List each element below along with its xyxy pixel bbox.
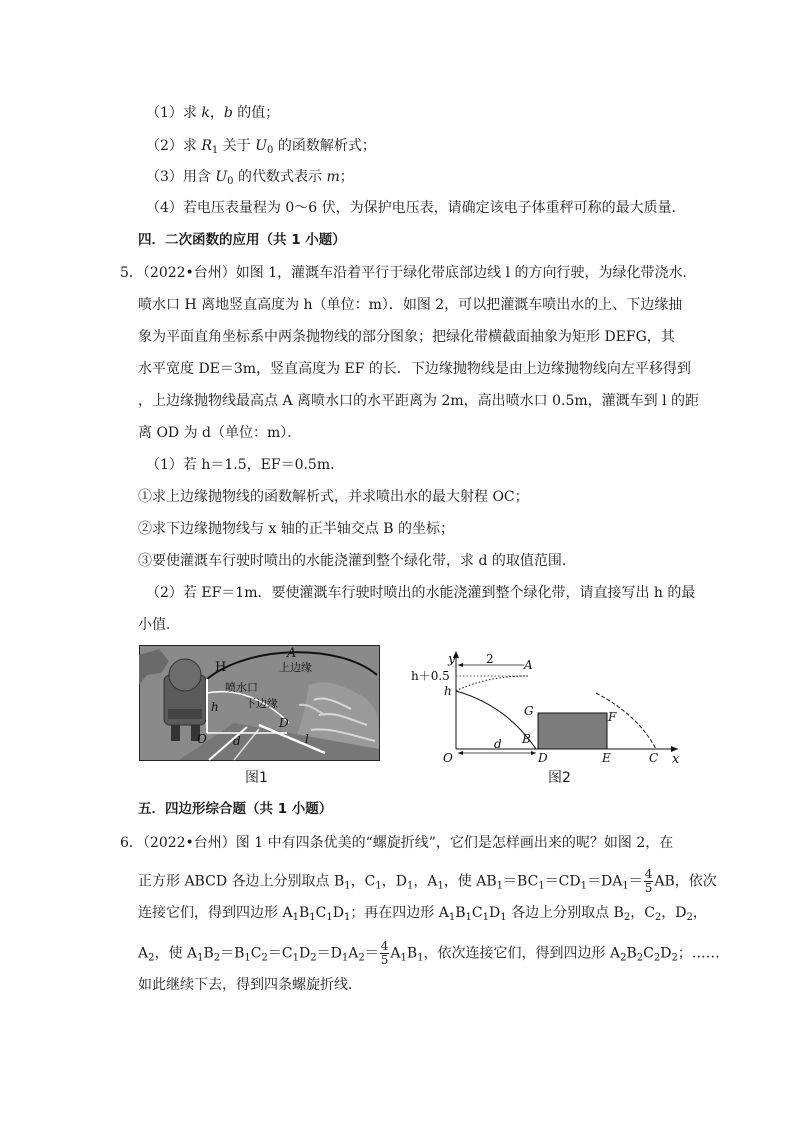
fig2-label-A: A bbox=[524, 658, 533, 672]
fig1-label-A: A bbox=[287, 646, 297, 661]
fig1-label-d: d bbox=[233, 734, 241, 748]
q4-part-2: （2）求 $R_1$ 关于 $U_0$ 的函数解析式； bbox=[146, 138, 376, 156]
q4-part-4: （4）若电压表量程为 0～6 伏，为保护电压表，请确定该电子体重秤可称的最大质量． bbox=[146, 200, 686, 216]
fig2-label-2: 2 bbox=[486, 652, 494, 666]
fig2-label-x: x bbox=[672, 752, 680, 765]
fig1-label-h: h bbox=[211, 700, 219, 714]
q5-sub-1a: ①求上边缘抛物线的函数解析式，并求喷出水的最大射程 OC； bbox=[138, 489, 529, 505]
q4-part-3: （3）用含 $U_0$ 的代数式表示 m； bbox=[146, 169, 354, 187]
fig2-label-E: E bbox=[602, 751, 611, 765]
fig2-label-y: y bbox=[448, 652, 456, 667]
fig2-label-C: C bbox=[649, 751, 659, 765]
fig1-label-nozzle: 喷水口 bbox=[225, 681, 258, 694]
q5-line-6: 离 OD 为 d（单位：m）． bbox=[138, 425, 302, 441]
q4-part-1: （1）求 k，b 的值； bbox=[146, 105, 280, 121]
fraction-4-5: $\frac{4}{5}$ bbox=[644, 867, 653, 895]
q6-line-1: 6．（2022•台州）图 1 中有四条优美的“螺旋折线”，它们是怎样画出来的呢？如图 2，在 bbox=[120, 835, 674, 851]
q5-sub-2b: 小值． bbox=[138, 617, 180, 633]
fig1-label-O: O bbox=[197, 732, 207, 746]
q6-line-2: 正方形 ABCD 各边上分别取点 $B_1$，$C_1$，$D_1$，$A_1$，使 $AB_1=BC_1=CD_1=DA_1=$ $\frac{4}{5}$ AB，依次 bbox=[138, 867, 717, 895]
q5-line-2: 喷水口 H 离地竖直高度为 h（单位：m）．如图 2，可以把灌溉车喷出水的上、下边缘抽 bbox=[138, 297, 683, 313]
fig1-label-upper: 上边缘 bbox=[279, 661, 312, 674]
section-4-heading: 四．二次函数的应用（共 1 小题） bbox=[138, 232, 346, 248]
figure-2-caption: 图2 bbox=[548, 770, 571, 786]
fig2-label-B: B bbox=[522, 732, 531, 746]
q5-line-5: ，上边缘抛物线最高点 A 离喷水口的水平距离为 2m，高出喷水口 0.5m，灌溉车到 l 的距 bbox=[138, 393, 700, 409]
q5-sub-2a: （2）若 EF＝1m．要使灌溉车行驶时喷出的水能浇灌到整个绿化带，请直接写出 h 的最 bbox=[146, 585, 696, 601]
fig1-label-l: l bbox=[305, 732, 309, 746]
q5-line-1: 5．（2022•台州）如图 1，灌溉车沿着平行于绿化带底部边线 l 的方向行驶，为绿化带浇水． bbox=[120, 265, 697, 281]
fig1-label-lower: 下边缘 bbox=[245, 697, 278, 710]
fig1-label-H: H bbox=[215, 660, 227, 675]
q5-sub-1b: ②求下边缘抛物线与 x 轴的正半轴交点 B 的坐标； bbox=[138, 521, 454, 537]
fraction-4-5-b: $\frac{4}{5}$ bbox=[380, 939, 389, 967]
fig2-label-h05: h＋0.5 bbox=[411, 669, 450, 683]
figure-1-photo bbox=[139, 645, 380, 761]
fig2-label-G: G bbox=[524, 704, 534, 718]
fig1-label-D: D bbox=[279, 716, 289, 730]
q5-line-3: 象为平面直角坐标系中两条抛物线的部分图象；把绿化带横截面抽象为矩形 DEFG，其 bbox=[138, 329, 675, 345]
figure-2-diagram bbox=[406, 645, 686, 765]
fig2-label-F: F bbox=[608, 710, 617, 724]
q6-line-5: 如此继续下去，得到四条螺旋折线． bbox=[138, 977, 362, 993]
section-5-heading: 五．四边形综合题（共 1 小题） bbox=[138, 801, 333, 817]
q5-sub-1c: ③要使灌溉车行驶时喷出的水能浇灌到整个绿化带，求 d 的取值范围． bbox=[138, 553, 576, 569]
q5-sub-1: （1）若 h＝1.5，EF＝0.5m． bbox=[146, 457, 345, 473]
figure-1-caption: 图1 bbox=[245, 770, 268, 786]
fig2-label-d: d bbox=[494, 737, 502, 751]
fig2-label-O: O bbox=[443, 751, 453, 765]
fig2-label-D: D bbox=[538, 751, 548, 765]
fig2-label-h: h bbox=[444, 684, 452, 698]
q5-line-4: 水平宽度 DE＝3m，竖直高度为 EF 的长．下边缘抛物线是由上边缘抛物线向左平移得到 bbox=[138, 361, 691, 377]
q6-line-4: $A_2$，使 $A_1B_2=B_1C_2=C_1D_2=D_1A_2=$ $\frac{4}{5}$ $A_1B_1$，依次连接它们，得到四边形 $A_2B_2C_2D_2$；…… bbox=[138, 939, 720, 967]
q6-line-3: 连接它们，得到四边形 $A_1B_1C_1D_1$；再在四边形 $A_1B_1C_1D_1$ 各边上分别取点 $B_2$，$C_2$，$D_2$， bbox=[138, 905, 707, 923]
